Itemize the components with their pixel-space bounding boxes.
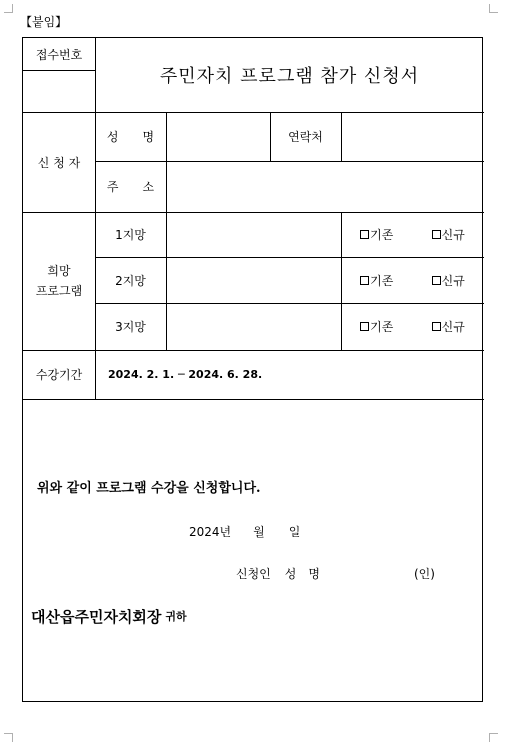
checkbox-icon (432, 322, 441, 331)
program-section-line: 프로그램 (35, 284, 83, 298)
choice-1-label: 1지망 (115, 228, 146, 242)
statement-text: 위와 같이 프로그램 수강을 신청합니다. (37, 480, 261, 496)
checkbox-icon (360, 276, 369, 285)
choice-3-options (341, 303, 484, 350)
seal-mark: (인) (413, 566, 435, 581)
attachment-label: 【붙임】 (20, 15, 68, 29)
option-label: 신규 (441, 228, 465, 242)
date-day: 일 (288, 524, 301, 539)
checkbox-icon (360, 322, 369, 331)
date-year: 2024년 (189, 524, 232, 539)
addressee (31, 603, 331, 629)
name-label: 성 명 (106, 130, 155, 144)
addressee-suffix: 귀하 (165, 610, 187, 623)
receipt-number-field[interactable] (23, 70, 95, 112)
choice-1-new-checkbox[interactable] (432, 226, 465, 243)
checkbox-icon (360, 230, 369, 239)
period-label: 수강기간 (35, 368, 83, 382)
choice-2-existing-checkbox[interactable] (360, 272, 393, 289)
option-label: 기존 (370, 320, 394, 334)
period-value: 2024. 2. 1. ─ 2024. 6. 28. (108, 368, 263, 381)
address-label: 주 소 (106, 180, 155, 194)
contact-label: 연락처 (288, 130, 323, 144)
choice-2-label: 2지망 (115, 273, 146, 288)
option-label: 기존 (370, 273, 394, 288)
choice-2-field[interactable] (166, 257, 341, 303)
program-section-label (23, 212, 95, 350)
program-section-line: 희망 (47, 264, 71, 278)
choice-2-options (341, 257, 484, 303)
choice-1-options (341, 212, 484, 257)
application-form (22, 37, 483, 702)
form-title: 주민자치 프로그램 참가 신청서 (159, 66, 420, 87)
option-label: 기존 (370, 228, 394, 242)
choice-3-new-checkbox[interactable] (432, 318, 465, 335)
receipt-number-label: 접수번호 (35, 47, 83, 62)
option-label: 신규 (441, 320, 465, 334)
page-corner-mark (489, 4, 498, 13)
name-field[interactable] (166, 112, 270, 161)
addressee-name: 대산읍주민자치회장 (31, 607, 162, 626)
applicant-section-label: 신 청 자 (37, 155, 81, 170)
choice-3-label: 3지망 (115, 320, 146, 334)
page-corner-mark (4, 733, 13, 742)
choice-3-existing-checkbox[interactable] (360, 318, 393, 335)
date-line (173, 521, 373, 541)
divider (23, 399, 484, 400)
checkbox-icon (432, 276, 441, 285)
signer-name-label: 성 명 (284, 566, 320, 581)
signer-line (223, 563, 473, 583)
choice-1-existing-checkbox[interactable] (360, 226, 393, 243)
page-corner-mark (4, 4, 13, 13)
choice-3-field[interactable] (166, 303, 341, 350)
date-month: 월 (253, 524, 265, 539)
contact-field[interactable] (341, 112, 484, 161)
address-field[interactable] (166, 161, 484, 212)
page-corner-mark (489, 733, 498, 742)
choice-2-new-checkbox[interactable] (432, 272, 465, 289)
checkbox-icon (432, 230, 441, 239)
signer-label: 신청인 (236, 566, 271, 581)
option-label: 신규 (441, 273, 465, 288)
choice-1-field[interactable] (166, 212, 341, 257)
